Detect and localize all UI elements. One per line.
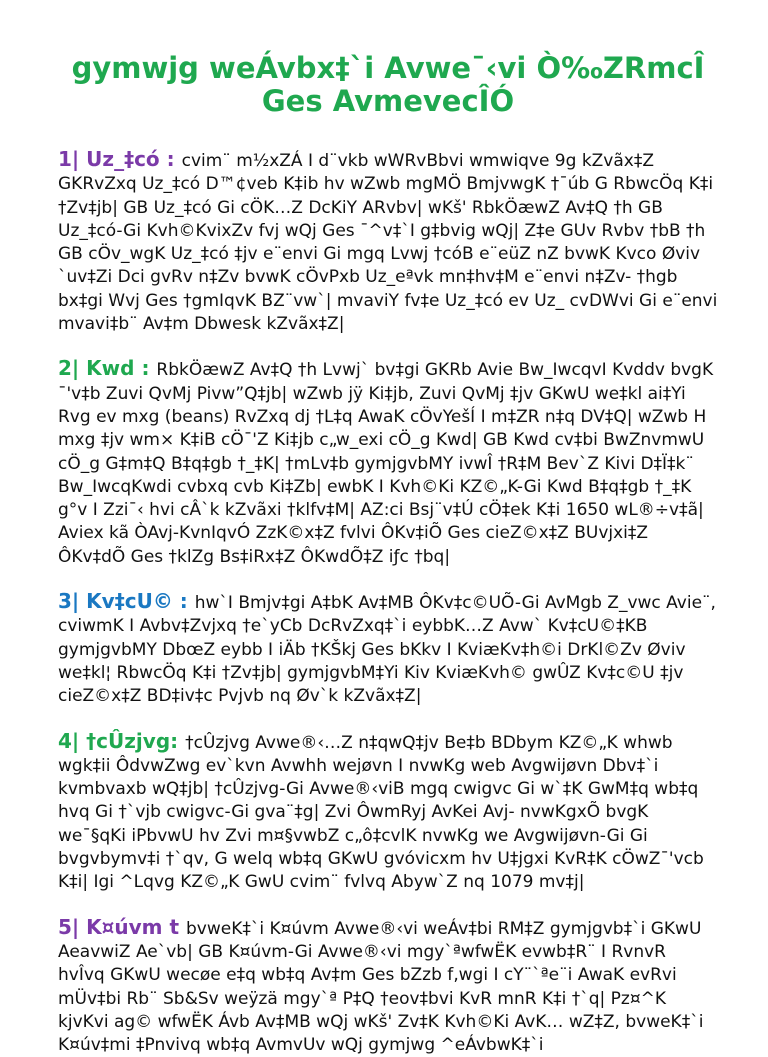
document-title <box>58 52 718 118</box>
title-line-1: gymwjg weÁvbx‡`i Avwe¯‹vi Ò‰ZRmcÎ <box>71 51 705 85</box>
section-2-heading: 2| Kwd : <box>58 356 157 381</box>
section-3 <box>58 590 718 708</box>
section-3-body: hw`I Bmjv‡gi A‡bK Av‡MB ÔKv‡c©UÕ-Gi AvMgb Z_vwc Avie¨, cviwmK I Avbv‡Zvjxq †e`yCb DcRvZxq‡`i eybbK…Z Avw` Kv‡cU©‡KB gymjgvbMY DbœZ eybb I iÄb †KŠkj Ges bKkv I KviæKv‡h©i DrKl©Zv Øviv we‡kl¦ RbwcÖq K‡i †Zv‡jb| gymjgvbM‡Yi Kiv KviæKvh© gwÛZ Kv‡c©U ‡jv cieZ©x‡Z BD‡iv‡c Pvjvb nq Øv`k kZvãx‡Z| <box>58 593 716 707</box>
section-5-body: bvweK‡`i K¤úvm Avwe®‹vi weÁv‡bi RM‡Z gymjgvb‡`i GKwU AeavwiZ Ae`vb| GB K¤úvm-Gi Avwe®‹vi mgy`ªwfwËK evwb‡R¨ I RvnvR hvÎvq GKwU wecøe e‡q wb‡q Av‡m Ges bZzb f‚wgi I cY¨`ªe¨i AwaK evRvi mÜv‡bi Rb¨ Sb&Sv weÿzä mgy`ª P‡Q †eov‡bvi KvR mnR K‡i †`q| Pz¤^K kjvKvi ag© wfwËK Ávb Av‡MB wQj wKš' Zv‡K Kvh©Ki AvK… wZ‡Z, bvweK‡`i K¤úv‡mi ‡Pnvivq wb‡q AvmvUv wQj gymjwg ^eÁvbwK‡`i <box>58 918 704 1056</box>
section-1 <box>58 148 718 336</box>
section-3-heading: 3| Kv‡cU© : <box>58 589 195 614</box>
section-4-body: †cÛzjvg Avwe®‹…Z n‡qwQ‡jv Be‡b BDbym KZ©„K whwb wgk‡ii ÔdvwZwg ev`kvn Avwhh wejøvn I nvwKg web Avgwijøvn Dbv‡`i kvmbvaxb wQ‡jb| †cÛzjvg-Gi Avwe®‹viB mgq cwigvc Gi w`‡K GwM‡q wb‡q hvq Gi †`vjb cwigvc-Gi gva¨‡g| Zvi ÔwmRyj AvKei Avj- nvwKgxÕ bvgK we¯§qKi iPbvwU hv Zvi m¤§vwbZ c„ô‡cvlK nvwKg we Avgwijøvn-Gi Gi bvgvbymv‡i †`qv, G welq wb‡q GKwU gvóvicxm hv U‡jgxi KvR‡K cÖwZ¯'vcb K‡i| Igi ^Lqvg KZ©„K GwU cvim¨ fvlvq Abyw`Z nq 1079 mv‡j| <box>58 732 704 893</box>
section-2 <box>58 357 718 569</box>
section-1-body: cvim¨ m½xZÁ I d¨vkb wWRvBbvi wmwiqve 9g kZvãx‡Z GKRvZxq Uz_‡có D™¢veb K‡ib hv wZwb mgMÖ BmjvwgK †¯úb G RbwcÖq K‡i †Zv‡jb| GB Uz_‡có Gi cÖK…Z DcKiY ARvbv| wKš' RbkÖæwZ Av‡Q †h GB Uz_‡có-Gi Kvh©KvixZv fvj wQj Ges ¯^v‡`I g‡bvig wQj| Z‡e GUv Rvbv †bB †h GB cÖv_wgK Uz_‡có ‡jv e¨envi Gi mgq Lvwj †cóB e¨eüZ nZ bvwK Kvco Øviv `uv‡Zi Dci gvRv n‡Zv bvwK cÖvPxb Uz_eªvk mn‡hv‡M e¨envi n‡Zv- †hgb bx‡gi Wvj Ges †gmIqvK BZ¨vw`| mvaviY fv‡e Uz_‡có ev Uz_ cvDWvi Gi e¨envi mvavi‡b¨ Av‡m Dbwesk kZvãx‡Z| <box>58 151 718 335</box>
section-4 <box>58 730 718 895</box>
section-1-heading: 1| Uz_‡có : <box>58 147 182 171</box>
section-4-heading: 4| †cÛzjvg: <box>58 728 186 753</box>
section-2-body: RbkÖæwZ Av‡Q †h Lvwj` bv‡gi GKRb Avie Bw_IwcqvI Kvddv bvgK ¯'v‡b Zuvi QvMj Pivw”Q‡jb| wZwb jÿ Ki‡jb, Zuvi QvMj ‡jv GKwU we‡kl ai‡Yi Rvg ev mxg (beans) RvZxq dj †L‡q AwaK cÖvYešÍ I m‡ZR n‡q DV‡Q| wZwb H mxg ‡jv wm× K‡iB cÖ¯'Z Ki‡jb c„w_exi cÖ_g Kwd| GB Kwd cv‡bi BwZnvmwU cÖ_g G‡m‡Q B‡q‡gb †_‡K| †mLv‡b gymjgvbMY ivwÎ †R‡M Bev`Z Kivi D‡Ï‡k¨ Bw_IwcqKwdi cvbxq cvb Ki‡Zb| ewbK I Kvh©Ki KZ©„K-Gi Kwd B‡q‡gb †_‡K g°v I Zzi¯‹ hvi cÂ`k kZvãxi †klfv‡M| AZ:ci Bsj¨v‡Ú cÖ‡ek K‡i 1650 wL®÷v‡ã| Aviex kã ÒAvj-KvnIqvÓ ZzK©x‡Z fvlvi ÔKv‡iÕ Ges cieZ©x‡Z BUvjxi‡Z ÔKv‡dÕ Ges †klZg Bs‡iRx‡Z ÔKwdÕ‡Z iƒc †bq| <box>58 360 714 567</box>
title-line-2: Ges AvmevecÎÓ <box>261 84 515 118</box>
section-5 <box>58 916 718 1057</box>
section-5-heading: 5| K¤úvm t <box>58 914 187 939</box>
